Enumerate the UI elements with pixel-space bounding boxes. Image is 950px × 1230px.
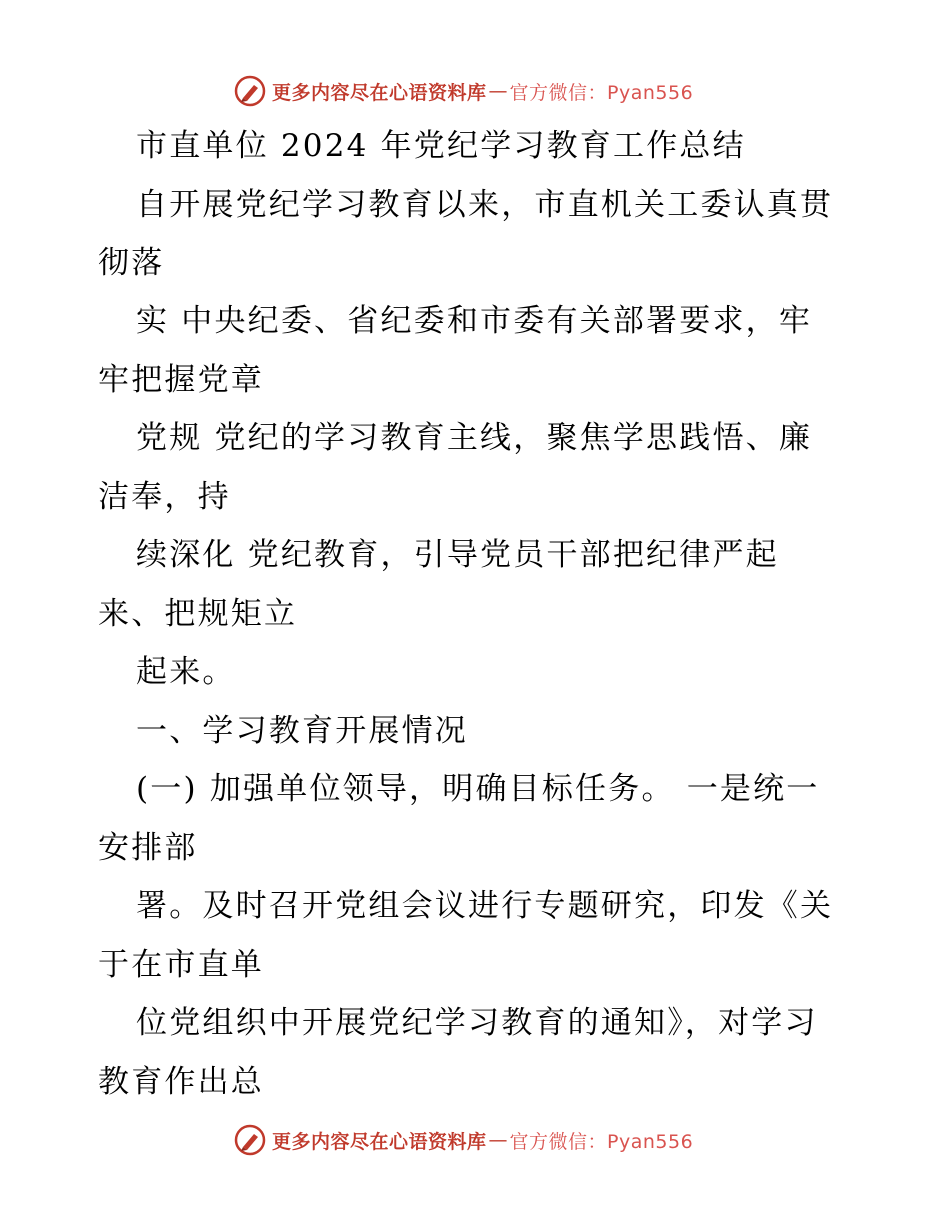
paragraph-line: 署。及时召开党组会议进行专题研究，印发《关 [136,888,834,924]
paragraph-line: 洁奉，持 [98,479,231,515]
paragraph-line: 自开展党纪学习教育以来，市直机关工委认真贯 [136,187,834,223]
paragraph-line: 起来。 [136,654,236,690]
paragraph-line: 党规 党纪的学习教育主线，聚焦学思践悟、廉 [136,420,813,456]
pen-logo-icon [234,75,266,107]
paragraph-line: 教育作出总 [98,1064,264,1100]
paragraph-line: (一) 加强单位领导，明确目标任务。 一是统一 [136,771,820,807]
paragraph-line: 牢把握党章 [98,362,264,398]
footer-watermark [234,1122,693,1158]
watermark-text: 更多内容尽在心语资料库 [272,81,487,104]
watermark-separator: — [488,1129,508,1151]
watermark-contact: 官方微信：Pyan556 [509,1130,694,1153]
paragraph-line: 续深化 党纪教育，引导党员干部把纪律严起 [136,537,779,573]
watermark-separator: — [488,80,508,102]
watermark-contact: 官方微信：Pyan556 [509,81,694,104]
paragraph-line: 位党组织中开展党纪学习教育的通知》，对学习 [136,1005,818,1041]
paragraph-line: 实 中央纪委、省纪委和市委有关部署要求，牢 [136,303,813,339]
pen-logo-icon [234,1124,266,1156]
paragraph-line: 来、把规矩立 [98,596,298,632]
paragraph-line: 于在市直单 [98,947,264,983]
paragraph-line: 彻落 [98,245,165,281]
document-title: 市直单位 2024 年党纪学习教育工作总结 [136,128,746,164]
watermark-text: 更多内容尽在心语资料库 [272,1130,487,1153]
paragraph-line: 安排部 [98,830,198,866]
header-watermark [234,73,693,109]
section-heading: 一、学习教育开展情况 [136,713,468,749]
